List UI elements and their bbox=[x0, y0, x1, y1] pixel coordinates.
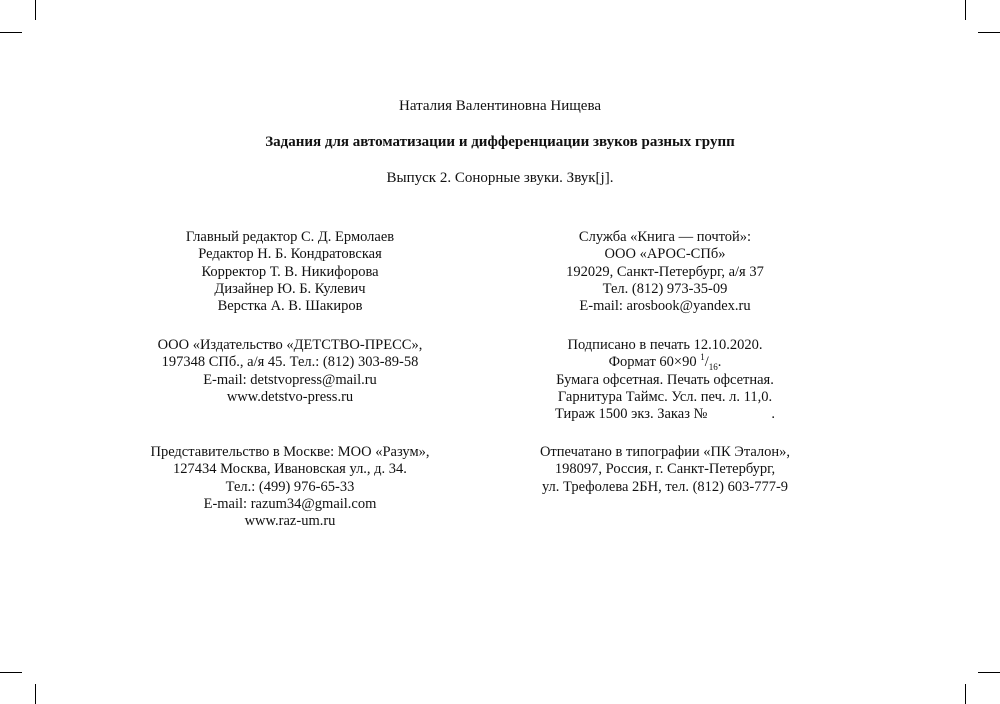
mail-service-address: 192029, Санкт-Петербург, а/я 37 bbox=[566, 263, 764, 280]
format-end: . bbox=[717, 354, 722, 371]
layout-line: Верстка А. В. Шакиров bbox=[217, 298, 363, 315]
crop-mark-bottom-left bbox=[35, 684, 36, 704]
moscow-office-website: www.raz-um.ru bbox=[244, 513, 336, 530]
printing-house-address: ул. Трефолева 2БН, тел. (812) 603-777-9 bbox=[541, 478, 789, 495]
crop-mark-top-left bbox=[35, 0, 36, 20]
mail-order-service bbox=[465, 229, 865, 315]
mail-service-email: E-mail: arosbook@yandex.ru bbox=[579, 298, 751, 315]
crop-mark-left-bottom bbox=[0, 672, 22, 673]
print-run-line bbox=[465, 406, 865, 423]
author-name: Наталия Валентиновна Нищева bbox=[399, 98, 601, 114]
book-title: Задания для автоматизации и дифференциации звуков разных групп bbox=[265, 134, 735, 150]
publisher-info bbox=[90, 337, 490, 406]
format-denominator: 16 bbox=[708, 362, 718, 373]
moscow-office-email: E-mail: razum34@gmail.com bbox=[203, 495, 377, 512]
typeface-line: Гарнитура Таймс. Усл. печ. л. 11,0. bbox=[557, 388, 773, 405]
issue-subtitle: Выпуск 2. Сонорные звуки. Звук[j]. bbox=[386, 170, 614, 186]
mail-service-company: ООО «АРОС-СПб» bbox=[604, 246, 726, 263]
crop-mark-right-bottom bbox=[978, 672, 1000, 673]
print-details bbox=[465, 337, 865, 423]
format-separator: / bbox=[704, 354, 709, 371]
mail-service-phone: Тел. (812) 973-35-09 bbox=[602, 280, 728, 297]
print-run-prefix: Тираж 1500 экз. Заказ № bbox=[554, 406, 708, 423]
print-run-end: . bbox=[771, 406, 776, 423]
moscow-office-name: Представительство в Москве: МОО «Разум», bbox=[150, 444, 430, 460]
staff-credits bbox=[90, 229, 490, 315]
moscow-office-address: 127434 Москва, Ивановская ул., д. 34. bbox=[173, 461, 407, 478]
publisher-email: E-mail: detstvopress@mail.ru bbox=[203, 371, 377, 388]
printing-house-city: 198097, Россия, г. Санкт-Петербург, bbox=[554, 461, 776, 478]
printing-house-info bbox=[465, 444, 865, 496]
publisher-website: www.detstvo-press.ru bbox=[226, 388, 354, 405]
proofreader-line: Корректор Т. В. Никифорова bbox=[201, 263, 379, 280]
chief-editor-line: Главный редактор С. Д. Ермолаев bbox=[185, 229, 395, 245]
crop-mark-bottom-right bbox=[965, 684, 966, 704]
format-prefix: Формат 60×90 bbox=[608, 354, 701, 371]
signed-for-print: Подписано в печать 12.10.2020. bbox=[567, 337, 763, 353]
editor-line: Редактор Н. Б. Кондратовская bbox=[198, 246, 382, 263]
moscow-office-info bbox=[90, 444, 490, 530]
crop-mark-right-top bbox=[978, 32, 1000, 33]
publisher-name: ООО «Издательство «ДЕТСТВО-ПРЕСС», bbox=[157, 337, 423, 353]
printing-house-name: Отпечатано в типографии «ПК Эталон», bbox=[539, 444, 791, 460]
format-numerator: 1 bbox=[700, 352, 705, 363]
paper-line: Бумага офсетная. Печать офсетная. bbox=[556, 371, 774, 388]
crop-mark-top-right bbox=[965, 0, 966, 20]
format-line bbox=[465, 354, 865, 371]
crop-mark-left-top bbox=[0, 32, 22, 33]
mail-service-title: Служба «Книга — почтой»: bbox=[578, 229, 752, 245]
designer-line: Дизайнер Ю. Б. Кулевич bbox=[214, 280, 366, 297]
publisher-address: 197348 СПб., а/я 45. Тел.: (812) 303-89-58 bbox=[161, 354, 419, 371]
moscow-office-phone: Тел.: (499) 976-65-33 bbox=[225, 478, 355, 495]
